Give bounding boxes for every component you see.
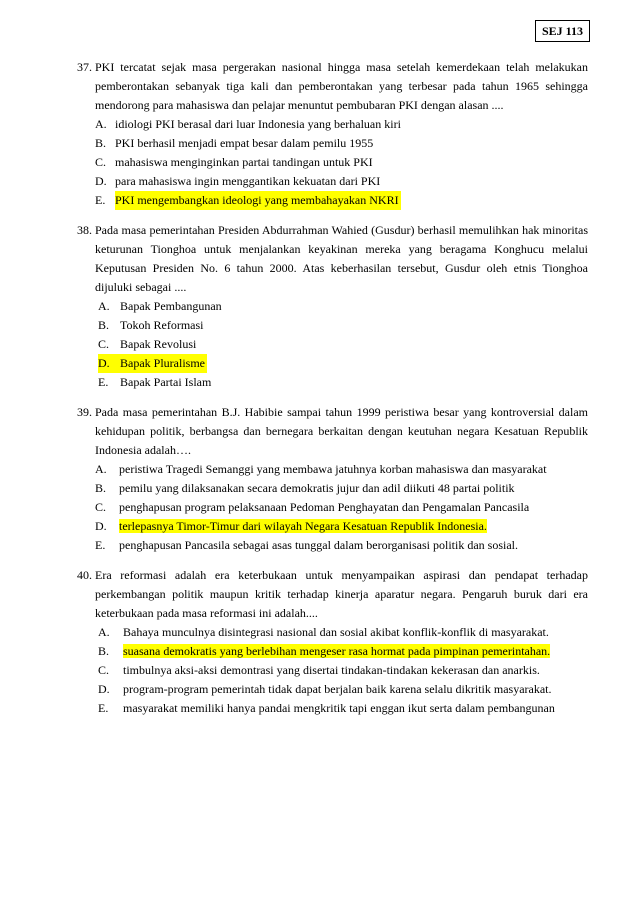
- option-letter: E.: [95, 538, 106, 552]
- question-text: Pada masa pemerintahan Presiden Abdurrahman Wahied (Gusdur) berhasil memulihkan hak minoritas keturunan Tionghoa untuk menjalankan keyakinan mereka yang beragama Konghucu melalui Keputusan Presiden No. 6 tahun 2000. Atas keberhasilan tersebut, Gusdur oleh etnis Tionghoa dijuluki sebagai ....: [95, 223, 588, 294]
- question-text: Pada masa pemerintahan B.J. Habibie sampai tahun 1999 peristiwa besar yang kontroversial dalam kehidupan politik, berbangsa dan bernegara berkaitan dengan keutuhan negara Kesatuan Republik Indonesia adalah….: [95, 405, 588, 457]
- option-letter: B.: [98, 644, 110, 658]
- option-list: [95, 297, 588, 392]
- answer-highlight: suasana demokratis yang berlebihan mengeser rasa hormat pada pimpinan pemerintahan.: [123, 644, 551, 658]
- option-letter: E.: [98, 701, 109, 715]
- question-text: PKI tercatat sejak masa pergerakan nasional hingga masa setelah kemerdekaan telah melakukan pemberontakan sebanyak tiga kali dan pemberontakan yang terbesar pada tahun 1965 sehingga mendorong para mahasiswa dan pelajar menuntut pembubaran PKI dengan alasan ....: [95, 60, 588, 112]
- option-letter: E.: [98, 375, 109, 389]
- question-list: [0, 58, 638, 729]
- option-a: [95, 115, 588, 134]
- option-letter: D.: [95, 519, 107, 533]
- option-text: PKI mengembangkan ideologi yang membahayakan NKRI: [115, 193, 399, 207]
- option-letter: D.: [98, 682, 110, 696]
- option-letter: B.: [95, 481, 107, 495]
- option-c: [95, 153, 588, 172]
- option-text: penghapusan program pelaksanaan Pedoman Penghayatan dan Pengamalan Pancasila: [119, 500, 530, 514]
- option-text: pemilu yang dilaksanakan secara demokratis jujur dan adil diikuti 48 partai politik: [119, 481, 515, 495]
- question-number: 37.: [77, 60, 92, 74]
- option-a: [95, 623, 588, 642]
- option-e: [95, 699, 588, 718]
- question-39: [77, 403, 588, 555]
- option-text: penghapusan Pancasila sebagai asas tunggal dalam berorganisasi politik dan sosial.: [119, 538, 519, 552]
- option-letter: D.: [95, 174, 107, 188]
- answer-highlight: terlepasnya Timor-Timur dari wilayah Negara Kesatuan Republik Indonesia.: [119, 519, 487, 533]
- option-text: program-program pemerintah tidak dapat berjalan baik karena selalu dikritik masyarakat.: [123, 682, 552, 696]
- option-text: masyarakat memiliki hanya pandai mengkritik tapi enggan ikut serta dalam pembangunan: [123, 701, 555, 715]
- option-text: Bapak Revolusi: [120, 337, 197, 351]
- option-list: [95, 460, 588, 555]
- option-letter: A.: [98, 625, 110, 639]
- option-list: [95, 115, 588, 210]
- option-d: [95, 680, 588, 699]
- option-text: timbulnya aksi-aksi demontrasi yang disertai tindakan-tindakan kekerasan dan anarkis.: [123, 663, 540, 677]
- option-letter: E.: [95, 193, 106, 207]
- option-c: [95, 498, 588, 517]
- answer-highlight: [95, 191, 401, 210]
- question-text: Era reformasi adalah era keterbukaan untuk menyampaikan aspirasi dan pendapat terhadap perkembangan politik maupun kritik terhadap kinerja aparatur negara. Pengaruh buruk dari era keterbukaan pada masa reformasi ini adalah....: [95, 568, 588, 620]
- question-37: [77, 58, 588, 210]
- option-letter: A.: [95, 117, 107, 131]
- document-code-badge: SEJ 113: [535, 20, 590, 42]
- option-d-answer: [95, 354, 588, 373]
- option-text: PKI berhasil menjadi empat besar dalam pemilu 1955: [115, 136, 374, 150]
- option-b: [95, 316, 588, 335]
- option-c: [95, 335, 588, 354]
- option-b-answer: [95, 642, 588, 661]
- option-text: peristiwa Tragedi Semanggi yang membawa jatuhnya korban mahasiswa dan masyarakat: [119, 462, 547, 476]
- option-e: [95, 536, 588, 555]
- question-number: 40.: [77, 568, 92, 582]
- option-text: Bapak Partai Islam: [120, 375, 212, 389]
- question-40: [77, 566, 588, 718]
- option-text: Bahaya munculnya disintegrasi nasional dan sosial akibat konflik-konflik di masyarakat.: [123, 625, 549, 639]
- option-text: idiologi PKI berasal dari luar Indonesia yang berhaluan kiri: [115, 117, 401, 131]
- option-letter: A.: [98, 299, 110, 313]
- option-letter: C.: [98, 337, 110, 351]
- option-c: [95, 661, 588, 680]
- option-a: [95, 460, 588, 479]
- option-b: [95, 479, 588, 498]
- option-b: [95, 134, 588, 153]
- option-d: [95, 172, 588, 191]
- option-text: para mahasiswa ingin menggantikan kekuatan dari PKI: [115, 174, 381, 188]
- option-letter: D.: [98, 356, 110, 370]
- option-a: [95, 297, 588, 316]
- option-letter: B.: [95, 136, 107, 150]
- option-text: Bapak Pluralisme: [120, 356, 205, 370]
- option-letter: C.: [98, 663, 110, 677]
- option-list: [95, 623, 588, 718]
- option-letter: B.: [98, 318, 110, 332]
- option-text: Bapak Pembangunan: [120, 299, 222, 313]
- answer-highlight: [98, 354, 207, 373]
- option-e: [95, 373, 588, 392]
- question-38: [77, 221, 588, 392]
- question-number: 39.: [77, 405, 92, 419]
- option-letter: C.: [95, 500, 107, 514]
- question-number: 38.: [77, 223, 92, 237]
- option-text: mahasiswa menginginkan partai tandingan untuk PKI: [115, 155, 373, 169]
- option-d-answer: [95, 517, 588, 536]
- option-text: Tokoh Reformasi: [120, 318, 204, 332]
- option-letter: C.: [95, 155, 107, 169]
- option-e-answer: [95, 191, 588, 210]
- option-letter: A.: [95, 462, 107, 476]
